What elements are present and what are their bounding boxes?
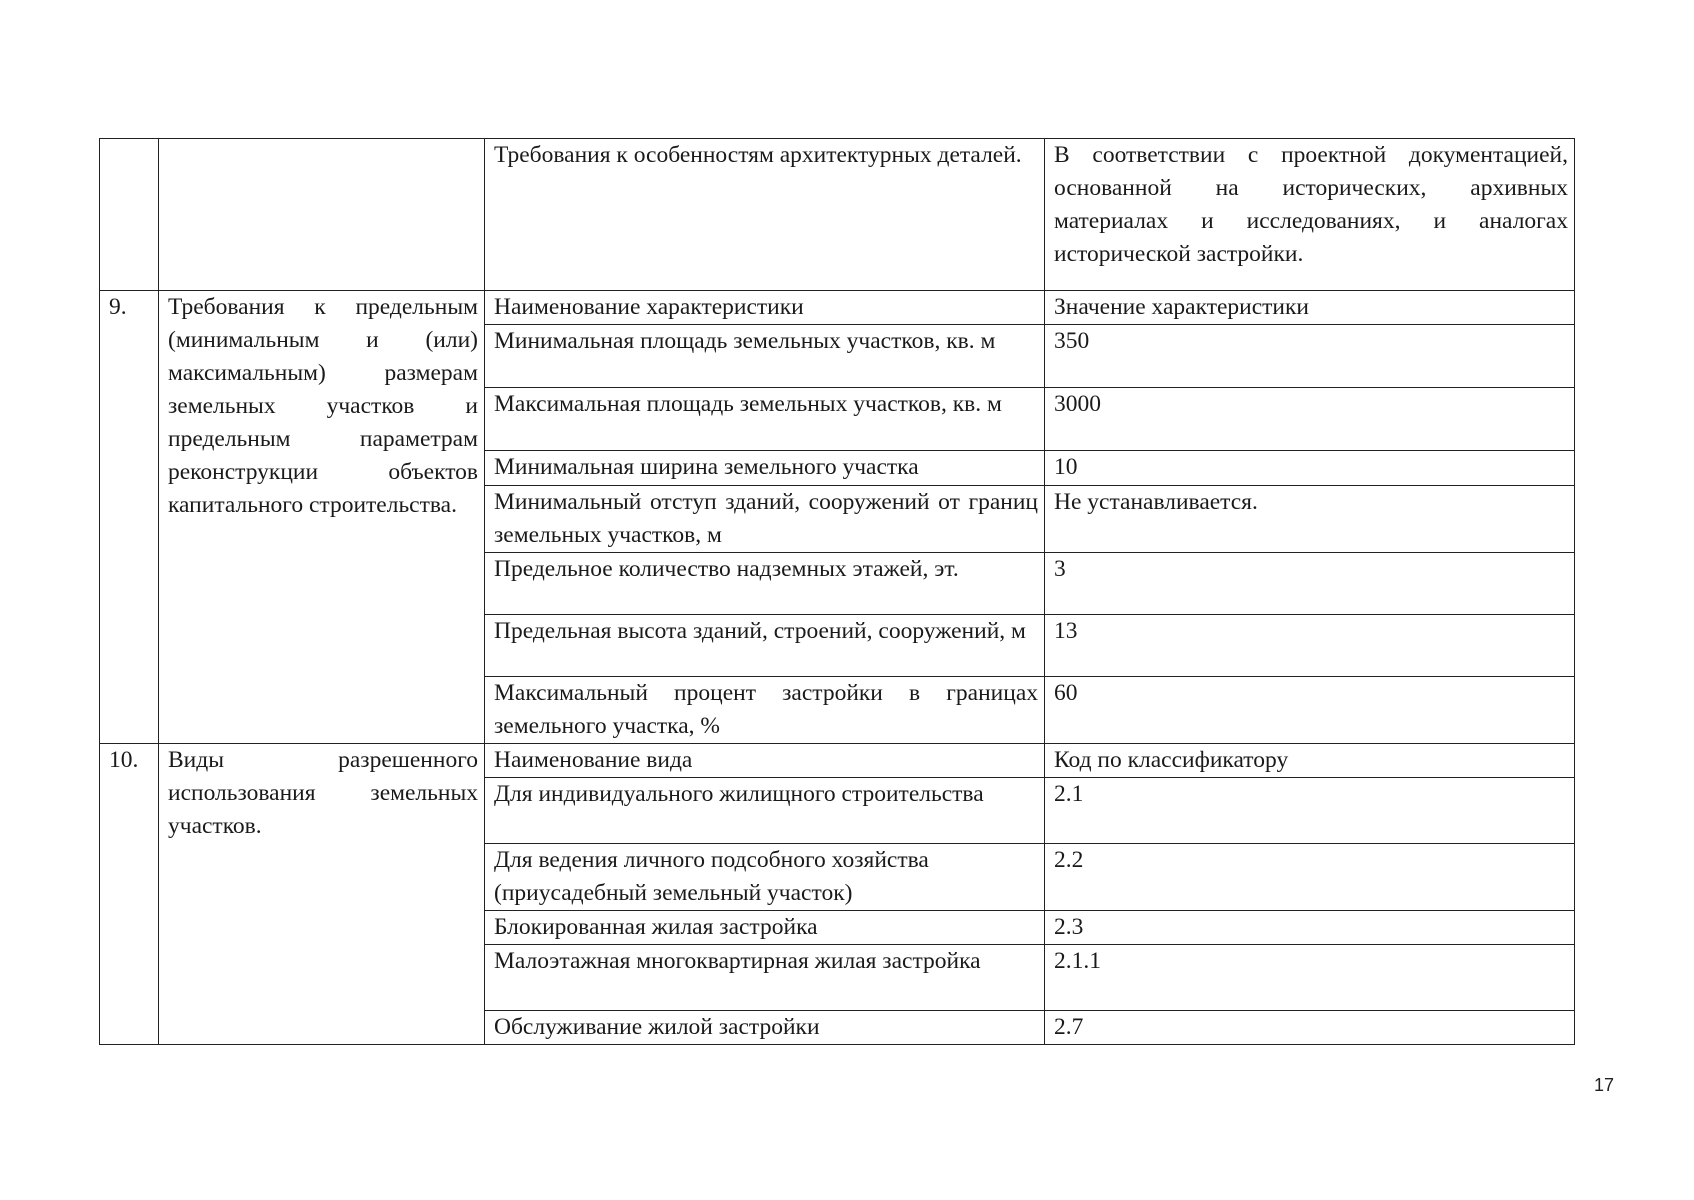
param-value-cell: 3 (1045, 553, 1575, 615)
param-name-cell: Предельная высота зданий, строений, сооружений, м (485, 615, 1045, 677)
type-code-cell: 2.1 (1045, 778, 1575, 844)
type-name-cell: Малоэтажная многоквартирная жилая застройка (485, 945, 1045, 1011)
page-number: 17 (1594, 1075, 1615, 1095)
param-name-cell: Требования к особенностям архитектурных деталей. (485, 139, 1045, 291)
section-title: Требования к предельным (минимальным и (или) максимальным) размерам земельных участков и предельным параметрам реконструкции объектов капитального строительства. (159, 291, 485, 744)
section-title-cell (159, 139, 485, 291)
param-value-cell: Не устанавливается. (1045, 486, 1575, 553)
column-header-value: Код по классификатору (1045, 744, 1575, 778)
param-value-cell: 60 (1045, 677, 1575, 744)
type-code-cell: 2.2 (1045, 844, 1575, 911)
type-name-cell: Блокированная жилая застройка (485, 911, 1045, 945)
type-name-cell: Для индивидуального жилищного строительства (485, 778, 1045, 844)
param-name-cell: Минимальный отступ зданий, сооружений от границ земельных участков, м (485, 486, 1045, 553)
param-name-cell: Максимальный процент застройки в границах земельного участка, % (485, 677, 1045, 744)
table-row (100, 291, 1575, 325)
param-value-cell: В соответствии с проектной документацией, основанной на исторических, архивных материалах и исследованиях, и аналогах исторической застройки. (1045, 139, 1575, 291)
section-number: 10. (100, 744, 159, 1045)
param-value-cell: 10 (1045, 451, 1575, 486)
type-name-cell: Для ведения личного подсобного хозяйства (приусадебный земельный участок) (485, 844, 1045, 911)
param-name-cell: Минимальная площадь земельных участков, кв. м (485, 325, 1045, 388)
param-name-cell: Максимальная площадь земельных участков, кв. м (485, 388, 1045, 451)
type-code-cell: 2.7 (1045, 1011, 1575, 1045)
section-number: 9. (100, 291, 159, 744)
type-code-cell: 2.3 (1045, 911, 1575, 945)
table-row (100, 744, 1575, 778)
param-name-cell: Предельное количество надземных этажей, эт. (485, 553, 1045, 615)
param-value-cell: 350 (1045, 325, 1575, 388)
param-value-cell: 3000 (1045, 388, 1575, 451)
regulations-table (99, 138, 1575, 1045)
column-header-name: Наименование вида (485, 744, 1045, 778)
param-name-cell: Минимальная ширина земельного участка (485, 451, 1045, 486)
number-cell (100, 139, 159, 291)
param-value-cell: 13 (1045, 615, 1575, 677)
table-row (100, 139, 1575, 291)
column-header-name: Наименование характеристики (485, 291, 1045, 325)
column-header-value: Значение характеристики (1045, 291, 1575, 325)
type-code-cell: 2.1.1 (1045, 945, 1575, 1011)
type-name-cell: Обслуживание жилой застройки (485, 1011, 1045, 1045)
section-title: Виды разрешенного использования земельных участков. (159, 744, 485, 1045)
